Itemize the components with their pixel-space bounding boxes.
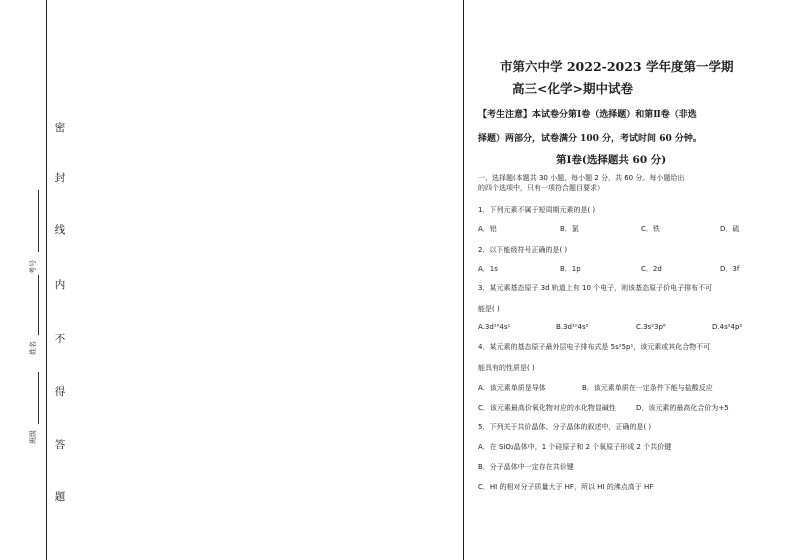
option-c: C.3s²3p⁶ xyxy=(636,323,666,331)
option-b: B．该元素单质在一定条件下能与盐酸反应 xyxy=(582,384,713,392)
option-b: B．氯 xyxy=(560,225,579,233)
question-1-options xyxy=(478,224,740,234)
question-4-stem-line-2: 能具有的性质是( ) xyxy=(478,363,535,372)
question-5-stem: 5．下列关于共价晶体、分子晶体的叙述中，正确的是( ) xyxy=(478,423,652,431)
seal-char-4: 内 xyxy=(54,279,66,291)
exam-number-blank[interactable] xyxy=(38,190,39,252)
exam-notice xyxy=(478,103,740,151)
question-4-stem xyxy=(478,337,740,378)
exam-page xyxy=(472,0,742,560)
seal-char-7: 答 xyxy=(54,439,66,451)
question-2-options xyxy=(478,264,740,274)
seal-char-6: 得 xyxy=(54,386,66,398)
class-label: 班级 xyxy=(29,430,37,444)
option-a: A．该元素单质是导体 xyxy=(478,384,546,392)
option-a: A．1s xyxy=(478,265,498,273)
question-5-option-a: A．在 SiO₂晶体中，1 个硅原子和 2 个氧原子形成 2 个共价键 xyxy=(478,443,672,451)
question-3-stem xyxy=(478,278,740,319)
instructions-line-2: 的四个选项中，只有一项符合题目要求） xyxy=(478,184,604,192)
question-3-stem-line-2: 能是( ) xyxy=(478,304,500,313)
option-d: D．3f xyxy=(720,265,740,273)
instructions xyxy=(478,173,740,193)
question-3-stem-line-1: 3．某元素基态原子 3d 轨道上有 10 个电子，则该基态原子价电子排布不可 xyxy=(478,284,713,292)
seal-char-3: 线 xyxy=(54,224,66,236)
seal-char-5: 不 xyxy=(54,333,66,345)
question-1-stem: 1．下列元素不属于短周期元素的是( ) xyxy=(478,206,596,214)
exam-subtitle: 高三<化学>期中试卷 xyxy=(512,81,633,96)
class-blank[interactable] xyxy=(38,372,39,424)
section-title: 第Ⅰ卷(选择题共 60 分) xyxy=(556,154,667,166)
option-b: B．1p xyxy=(560,265,581,273)
option-c: C．铁 xyxy=(641,225,660,233)
exam-number-label: 考号 xyxy=(29,260,37,274)
question-4-stem-line-1: 4．某元素的基态原子最外层电子排布式是 5s²5p¹，该元素或其化合物不可 xyxy=(478,343,711,351)
question-5-option-b: B．分子晶体中一定存在共价键 xyxy=(478,463,574,471)
seal-char-1: 密 xyxy=(54,122,66,134)
question-4-options-row-2 xyxy=(478,403,740,413)
question-5-option-c: C．HI 的相对分子质量大于 HF，所以 HI 的沸点高于 HF xyxy=(478,483,654,491)
seal-char-8: 题 xyxy=(54,491,66,503)
question-4-options-row-1 xyxy=(478,383,740,393)
option-d: D.4s²4p² xyxy=(712,323,743,331)
option-a: A.3d¹⁰4s¹ xyxy=(478,323,511,331)
binding-border-line xyxy=(46,0,47,560)
option-d: D．硫 xyxy=(720,225,740,233)
name-label: 姓名 xyxy=(29,341,37,355)
question-3-options xyxy=(478,323,743,333)
instructions-line-1: 一、选择题(本题共 30 小题，每小题 2 分，共 60 分。每小题给出 xyxy=(478,174,685,182)
option-b: B.3d¹⁰4s² xyxy=(556,323,589,331)
exam-title: 市第六中学 2022-2023 学年度第一学期 xyxy=(500,59,734,74)
option-d: D．该元素的最高化合价为+5 xyxy=(636,404,729,412)
option-a: A．铝 xyxy=(478,225,497,233)
question-2-stem: 2．以下能级符号正确的是( ) xyxy=(478,246,568,254)
notice-line-1: 【考生注意】本试卷分第Ⅰ卷（选择题）和第Ⅱ卷（非选 xyxy=(478,110,697,120)
notice-line-2: 择题）两部分，试卷满分 100 分，考试时间 60 分钟。 xyxy=(478,134,702,144)
option-c: C．该元素最高价氧化物对应的水化物显碱性 xyxy=(478,404,616,412)
seal-char-2: 封 xyxy=(54,172,66,184)
option-c: C．2d xyxy=(641,265,662,273)
page-divider-line xyxy=(463,0,464,560)
name-blank[interactable] xyxy=(38,275,39,335)
